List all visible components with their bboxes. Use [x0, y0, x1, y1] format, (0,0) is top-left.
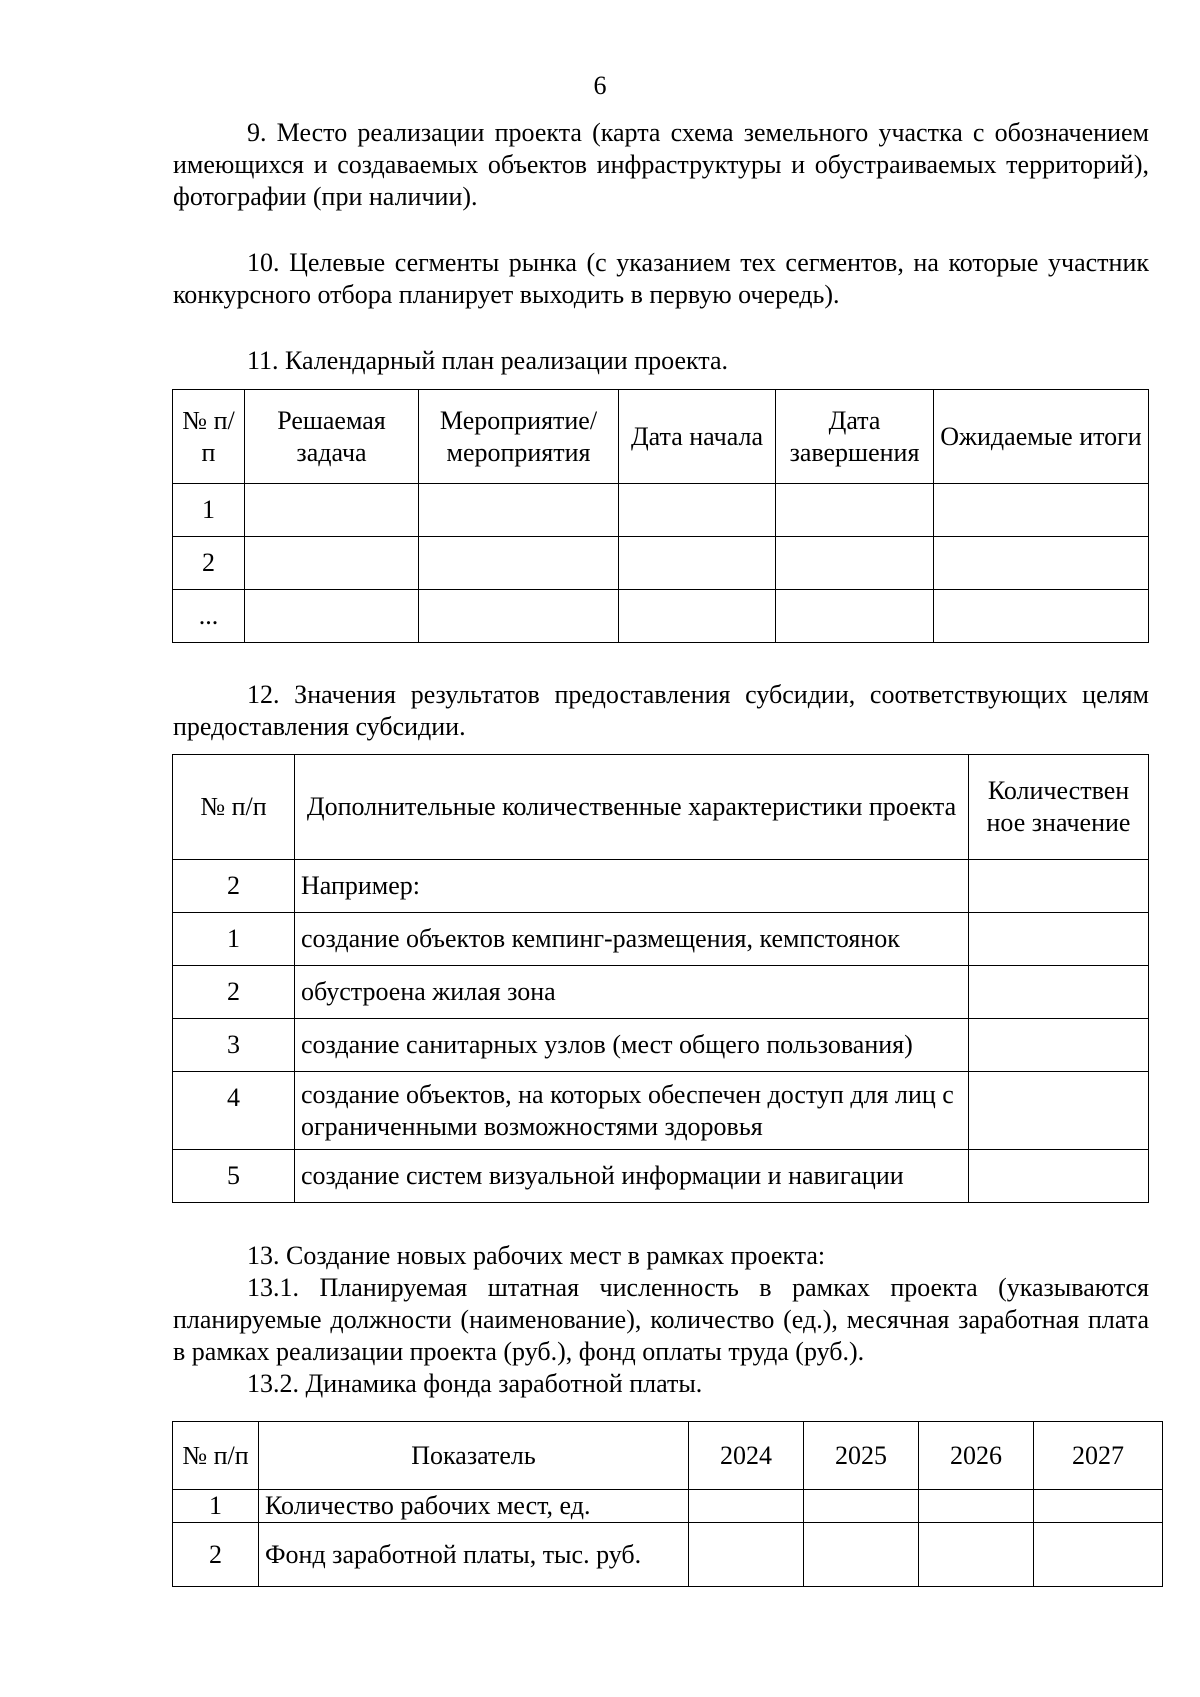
section-11-content: 11. Календарный план реализации проекта. — [247, 346, 728, 375]
section-10-text — [173, 247, 1149, 311]
calendar-plan-table — [172, 389, 1149, 643]
table-row — [173, 966, 1149, 1019]
table1-header-activity: Мероприятие/ мероприятия — [419, 390, 619, 484]
table-row — [173, 484, 1149, 537]
table2-row-num: 4 — [173, 1072, 295, 1150]
table-cell — [969, 860, 1149, 913]
table-row — [173, 590, 1149, 643]
table-cell — [245, 537, 419, 590]
table-cell — [1034, 1523, 1163, 1587]
salary-fund-table — [172, 1421, 1163, 1587]
table-cell — [934, 484, 1149, 537]
table2-header-value: Количествен ное значение — [969, 755, 1149, 860]
table-cell — [776, 590, 934, 643]
table-cell — [969, 1150, 1149, 1203]
table3-header-year-2025: 2025 — [804, 1422, 919, 1490]
section-12-text — [173, 679, 1149, 743]
table3-row-text: Количество рабочих мест, ед. — [259, 1490, 689, 1523]
section-11-title — [173, 345, 1149, 377]
table1-header-start-date: Дата начала — [619, 390, 776, 484]
section-13-1-content: 13.1. Планируемая штатная численность в рамках проекта (указываются планируемые должности (наименование), количество (ед.), месячная заработная плата в рамках реализации проекта (руб.), фонд оплаты труда (руб.). — [173, 1273, 1149, 1366]
table-cell — [969, 966, 1149, 1019]
table2-header-characteristics: Дополнительные количественные характеристики проекта — [295, 755, 969, 860]
table-cell — [804, 1523, 919, 1587]
table3-row-text: Фонд заработной платы, тыс. руб. — [259, 1523, 689, 1587]
table-row — [173, 1072, 1149, 1150]
table-row — [173, 1490, 1163, 1523]
table-row — [173, 913, 1149, 966]
table-row — [173, 1150, 1149, 1203]
table1-header-row — [173, 390, 1149, 484]
table-row — [173, 1523, 1163, 1587]
table-cell — [934, 590, 1149, 643]
table-cell — [1034, 1490, 1163, 1523]
table2-row-text: создание объектов, на которых обеспечен доступ для лиц с ограниченными возможностями здоровья — [295, 1072, 969, 1150]
table3-header-year-2026: 2026 — [919, 1422, 1034, 1490]
section-10-content: 10. Целевые сегменты рынка (с указанием тех сегментов, на которые участник конкурсного отбора планирует выходить в первую очередь). — [173, 248, 1149, 309]
table-row — [173, 1019, 1149, 1072]
section-12-content: 12. Значения результатов предоставления субсидии, соответствующих целям предоставления субсидии. — [173, 680, 1149, 741]
section-13-2-title — [173, 1368, 1149, 1400]
table2-row-num: 5 — [173, 1150, 295, 1203]
section-13-1-text — [173, 1272, 1149, 1368]
table-cell — [804, 1490, 919, 1523]
table2-row-text: создание объектов кемпинг-размещения, кемпстоянок — [295, 913, 969, 966]
table-cell — [969, 1019, 1149, 1072]
table3-header-year-2027: 2027 — [1034, 1422, 1163, 1490]
table3-header-row — [173, 1422, 1163, 1490]
table-cell — [969, 913, 1149, 966]
subsidy-results-table — [172, 754, 1149, 1203]
table1-header-task: Решаемая задача — [245, 390, 419, 484]
table-cell — [419, 537, 619, 590]
section-13-content: 13. Создание новых рабочих мест в рамках проекта: — [247, 1241, 826, 1270]
table1-header-end-date: Дата завершения — [776, 390, 934, 484]
table3-row-num: 1 — [173, 1490, 259, 1523]
table1-row-num: 1 — [173, 484, 245, 537]
table1-header-results: Ожидаемые итоги — [934, 390, 1149, 484]
table-cell — [619, 590, 776, 643]
table-cell — [619, 537, 776, 590]
table-cell — [969, 1072, 1149, 1150]
table1-row-num: ... — [173, 590, 245, 643]
table2-row-text: создание систем визуальной информации и навигации — [295, 1150, 969, 1203]
table-cell — [934, 537, 1149, 590]
table-cell — [245, 590, 419, 643]
table-cell — [689, 1523, 804, 1587]
table-cell — [776, 537, 934, 590]
section-9-content: 9. Место реализации проекта (карта схема земельного участка с обозначением имеющихся и создаваемых объектов инфраструктуры и обустраиваемых территорий), фотографии (при наличии). — [173, 118, 1149, 211]
table2-row-num: 2 — [173, 860, 295, 913]
table-cell — [245, 484, 419, 537]
table-cell — [619, 484, 776, 537]
table1-row-num: 2 — [173, 537, 245, 590]
table3-header-year-2024: 2024 — [689, 1422, 804, 1490]
table2-row-num: 2 — [173, 966, 295, 1019]
table-cell — [419, 590, 619, 643]
table-cell — [419, 484, 619, 537]
table2-row-text: создание санитарных узлов (мест общего пользования) — [295, 1019, 969, 1072]
table3-header-num: № п/п — [173, 1422, 259, 1490]
table-row — [173, 860, 1149, 913]
table2-row-num: 1 — [173, 913, 295, 966]
table2-row-text: обустроена жилая зона — [295, 966, 969, 1019]
table-row — [173, 537, 1149, 590]
section-9-text — [173, 117, 1149, 213]
table2-row-num: 3 — [173, 1019, 295, 1072]
section-13-title — [173, 1240, 1149, 1272]
table3-header-indicator: Показатель — [259, 1422, 689, 1490]
table2-header-row — [173, 755, 1149, 860]
table2-header-num: № п/п — [173, 755, 295, 860]
table1-header-num: № п/п — [173, 390, 245, 484]
table-cell — [689, 1490, 804, 1523]
table-cell — [776, 484, 934, 537]
page-number: 6 — [593, 71, 607, 100]
table2-row-text: Например: — [295, 860, 969, 913]
table-cell — [919, 1490, 1034, 1523]
table-cell — [919, 1523, 1034, 1587]
table3-row-num: 2 — [173, 1523, 259, 1587]
section-13-2-content: 13.2. Динамика фонда заработной платы. — [247, 1369, 703, 1398]
